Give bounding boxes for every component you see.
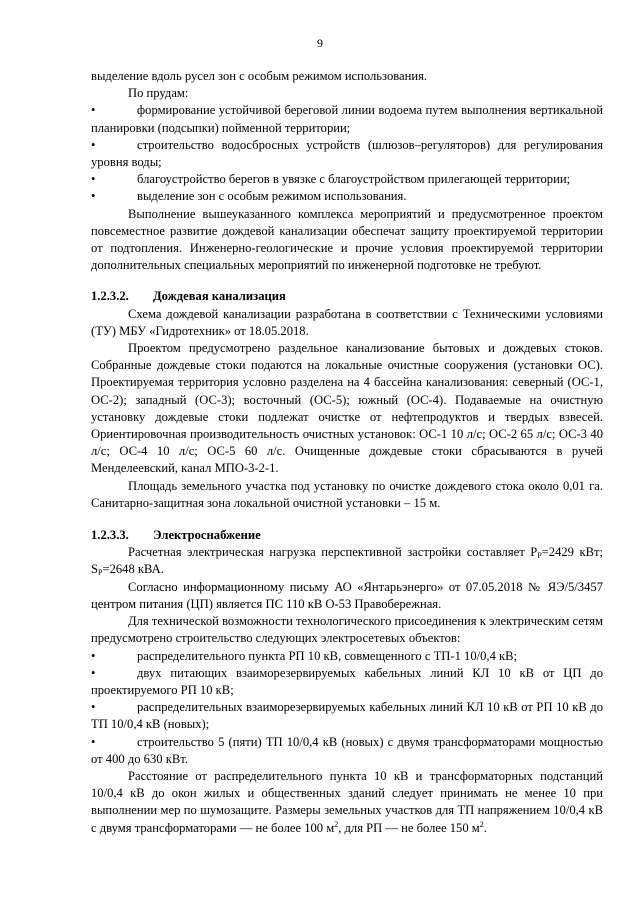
section-heading-power <box>91 527 603 544</box>
list-item <box>91 171 603 188</box>
list-item-text: распределительного пункта РП 10 кВ, совмещенного с ТП-1 10/0,4 кВ; <box>137 648 518 663</box>
list-item <box>91 734 603 768</box>
rain-paragraph: Проектом предусмотрено раздельное канализование бытовых и дождевых стоков. Собранные дождевые стоки подаются на локальные очистные сооружения (установки ОС). Проектируемая территория условно разделена на 4 бассейна канализования: северный (ОС-1, ОС-2); западный (ОС-3); восточный (ОС-5); южный (ОС-4). Подаваемые на очистную установку дождевые стоки подлежат очистке от нефтепродуктов и твердых взвесей. Ориентировочная производительность очистных установок: ОС-1 10 л/с; ОС-2 65 л/с; ОС-3 40 л/с; ОС-4 10 л/с; ОС-5 60 л/с. Очищенные дождевые стоки сбрасываются в ручей Менделеевский, канал МПО-3-2-1. <box>91 341 603 476</box>
bullet-icon: • <box>91 137 96 152</box>
list-item <box>91 665 603 699</box>
intro-paragraph: выделение вдоль русел зон с особым режимом использования. <box>91 69 428 83</box>
list-item <box>91 137 603 171</box>
section-title: Дождевая канализация <box>153 289 286 304</box>
distance-text: Расстояние от распределительного пункта 10 кВ и трансформаторных подстанций 10/0,4 кВ до окон жилых и общественных зданий следует принимать не менее 10 при выполнении мер по шумозащите. Размеры земельных участков для ТП напряжением 10/0,4 кВ с двумя трансформаторами — не более 100 м <box>91 768 603 835</box>
section-heading-rain <box>91 288 603 305</box>
bullet-icon: • <box>91 648 96 663</box>
bullet-icon: • <box>91 734 96 749</box>
distance-superscript: 2 <box>479 819 484 829</box>
list-item-text: выделение зон с особым режимом использования. <box>137 189 407 204</box>
load-text: =2648 кВА. <box>102 562 164 577</box>
rain-paragraph: Площадь земельного участка под установку по очистке дождевого стока около 0,01 га. Санитарно-защитная зона локальной очистной установки – 15 м. <box>91 478 603 510</box>
list-item <box>91 699 603 733</box>
rain-paragraph: Схема дождевой канализации разработана в соответствии с Техническими условиями (ТУ) МБУ «Гидротехник» от 18.05.2018. <box>91 306 603 338</box>
load-subscript: Р <box>537 551 542 561</box>
list-item <box>91 648 603 665</box>
power-list <box>91 648 603 768</box>
distance-superscript: 2 <box>334 819 339 829</box>
load-text: =2429 кВт; S <box>91 545 603 577</box>
distance-text: . <box>483 820 487 835</box>
list-item-text: двух питающих взаиморезервируемых кабельных линий КЛ 10 кВ от ЦП до проектируемого РП 10 кВ; <box>91 665 603 697</box>
ponds-label: По прудам: <box>128 86 189 101</box>
load-subscript: Р <box>98 568 103 578</box>
list-item-text: строительство 5 (пяти) ТП 10/0,4 кВ (новых) с двумя трансформаторами мощностью от 400 до 630 кВт. <box>91 734 603 766</box>
list-item-text: формирование устойчивой береговой линии водоема путем выполнения вертикальной планировки (подсыпки) пойменной территории; <box>91 103 603 135</box>
ponds-list <box>91 102 603 205</box>
load-text: Расчетная электрическая нагрузка перспективной застройки составляет Р <box>128 545 538 560</box>
list-item-text: строительство водосбросных устройств (шлюзов–регуляторов) для регулирования уровня воды; <box>91 137 603 170</box>
distance-text: , для РП — не более 150 м <box>338 820 480 835</box>
ponds-conclusion: Выполнение вышеуказанного комплекса мероприятий и предусмотренное проектом повсеместное развитие дождевой канализации обеспечат защиту проектируемой территории от подтопления. Инженерно-геологические и прочие условия проектируемой территории дополнительных специальных мероприятий по инженерной подготовке не требуют. <box>91 206 603 273</box>
section-title: Электроснабжение <box>153 528 261 543</box>
bullet-icon: • <box>91 172 96 187</box>
bullet-icon: • <box>91 189 96 204</box>
list-item <box>91 102 603 136</box>
power-distance-paragraph <box>91 768 603 837</box>
bullet-icon: • <box>91 103 96 118</box>
list-item <box>91 188 603 205</box>
bullet-icon: • <box>91 665 96 680</box>
bullet-icon: • <box>91 700 96 715</box>
document-body <box>91 68 603 837</box>
page-number: 9 <box>317 36 323 50</box>
power-tech-paragraph: Для технической возможности технологического присоединения к электрическим сетям предусмотрено строительство следующих электросетевых объектов: <box>91 614 603 646</box>
section-number: 1.2.3.2. <box>91 289 129 304</box>
power-letter-paragraph: Согласно информационному письму АО «Янтарьэнерго» от 07.05.2018 № ЯЭ/5/3457 центром питания (ЦП) является ПС 110 кВ О-53 Правобережная. <box>91 579 603 611</box>
list-item-text: благоустройство берегов в увязке с благоустройством прилегающей территории; <box>137 172 571 187</box>
power-load-paragraph <box>91 544 603 578</box>
section-number: 1.2.3.3. <box>91 528 129 543</box>
list-item-text: распределительных взаиморезервируемых кабельных линий КЛ 10 кВ от РП 10 кВ до ТП 10/0,4 кВ (новых); <box>91 700 603 732</box>
